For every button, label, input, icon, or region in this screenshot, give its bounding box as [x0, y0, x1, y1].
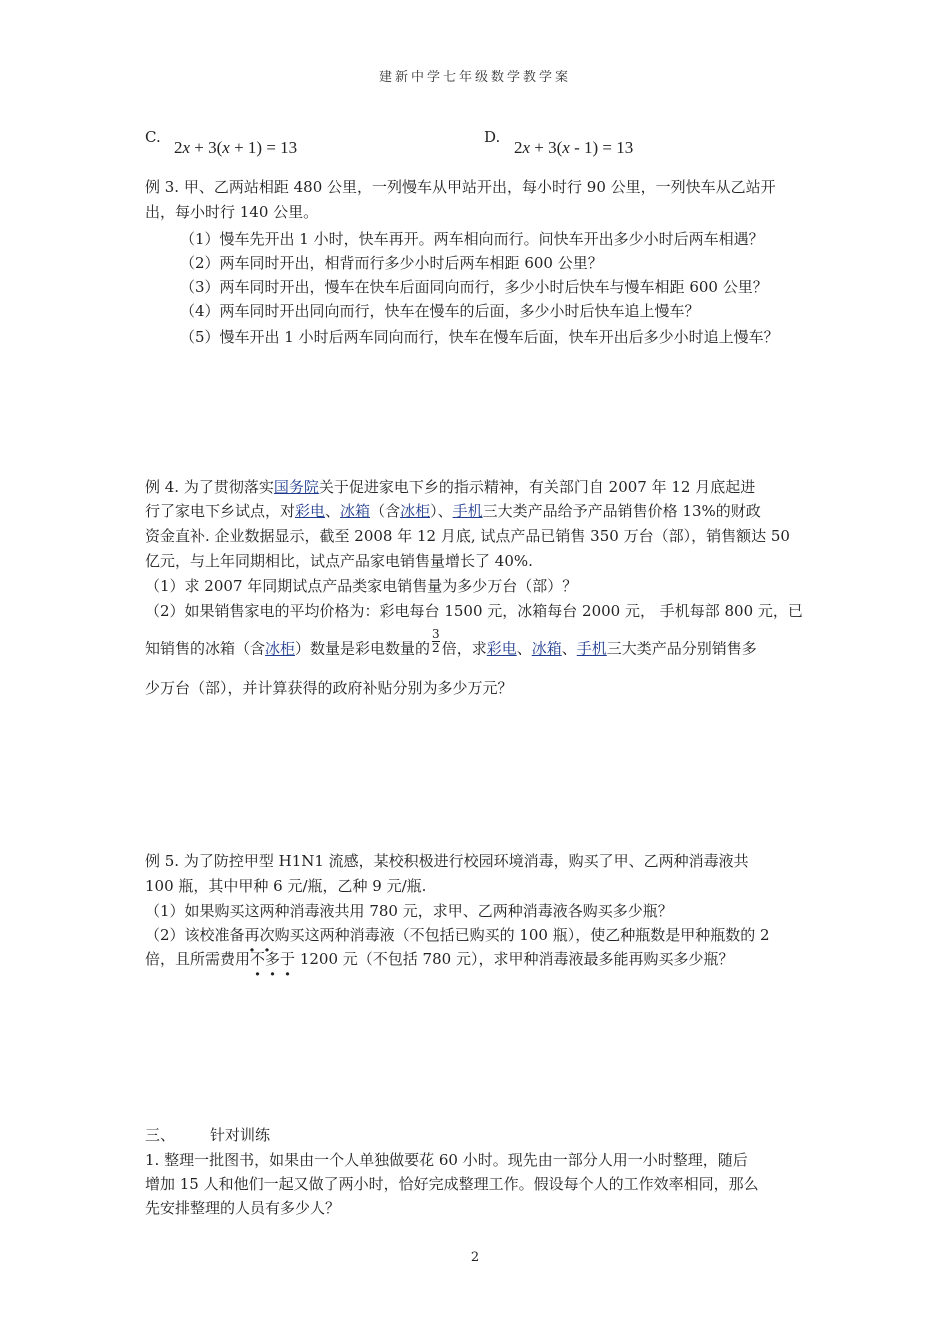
- text: 、: [516, 639, 532, 658]
- example-3-question-5: （5）慢车开出 1 小时后两车同向而行，快车在慢车后面，快车开出后多少小时追上慢车？: [180, 328, 779, 346]
- link-bingxiang-2[interactable]: 冰箱: [531, 639, 562, 658]
- text: 、: [325, 502, 341, 520]
- text: 行了家电下乡试点，对: [145, 502, 296, 520]
- fraction-three-halves: [432, 628, 440, 655]
- link-shouji-2[interactable]: 手机: [576, 639, 607, 658]
- example-5-question-2-line-2: [145, 948, 733, 969]
- link-binggui-2[interactable]: 冰柜: [265, 639, 296, 658]
- text: （2）该校准备: [145, 926, 245, 944]
- link-caidian-2[interactable]: 彩电: [486, 639, 517, 658]
- text: （含: [370, 502, 401, 520]
- example-4-question-2-line-3: 少万台（部），并计算获得的政府补贴分别为多少万元？: [145, 679, 513, 697]
- emphasis-char: 次: [259, 926, 275, 944]
- option-c-label: C.: [145, 128, 161, 146]
- emphasis-char: 于: [280, 950, 296, 968]
- text: 例 4. 为了贯彻落实: [145, 478, 274, 496]
- example-4-line-1: [145, 476, 755, 497]
- example-3-question-1: （1）慢车先开出 1 小时，快车再开。两车相向而行。问快车开出多少小时后两车相遇？: [180, 230, 764, 248]
- example-4-question-2-line-2: [145, 627, 757, 663]
- text: 购买这两种消毒液（不包括已购买的 100 瓶），使乙种瓶数是甲种瓶数的 2: [274, 926, 770, 944]
- text: 三大类产品分别销售多: [606, 639, 757, 658]
- example-3-question-3: （3）两车同时开出，慢车在快车后面同向而行，多少小时后快车与慢车相距 600 公里？: [180, 278, 768, 296]
- denominator: 2: [432, 641, 440, 655]
- section-3-number: 三、: [145, 1126, 176, 1144]
- option-c-equation: 2x + 3(x + 1) = 13: [174, 138, 298, 157]
- link-caidian[interactable]: 彩电: [295, 502, 326, 520]
- example-5-question-1: （1）如果购买这两种消毒液共用 780 元，求甲、乙两种消毒液各购买多少瓶？: [145, 902, 673, 920]
- emphasis-char: 再: [244, 926, 260, 944]
- section-3-problem-1-line-3: 先安排整理的人员有多少人？: [145, 1199, 341, 1217]
- text: ）、: [430, 502, 453, 520]
- example-3-question-2: （2）两车同时开出，相背而行多少小时后两车相距 600 公里？: [180, 254, 603, 272]
- example-5-line-1: 例 5. 为了防控甲型 H1N1 流感，某校积极进行校园环境消毒，购买了甲、乙两种消毒液共: [145, 852, 749, 870]
- emphasis-char: 多: [265, 950, 281, 968]
- example-5-question-2-line-1: [145, 924, 770, 945]
- example-4-question-2-line-1: （2）如果销售家电的平均价格为：彩电每台 1500 元，冰箱每台 2000 元， 手机每部 800 元，已: [145, 602, 803, 620]
- example-4-question-1: （1）求 2007 年同期试点产品类家电销售量为多少万台（部）？: [145, 577, 578, 595]
- text: 知销售的冰箱（含: [145, 639, 266, 658]
- link-shouji[interactable]: 手机: [452, 502, 483, 520]
- page-header: 建新中学七年级数学教学案: [378, 70, 571, 85]
- text: 关于促进家电下乡的指示精神，有关部门自 2007 年 12 月底起进: [318, 478, 756, 496]
- section-3-problem-1-line-2: 增加 15 人和他们一起又做了两小时，恰好完成整理工作。假设每个人的工作效率相同，那么: [145, 1175, 759, 1193]
- emphasis-dotted: [245, 926, 275, 944]
- text: 三大类产品给予产品销售价格 13%的财政: [482, 502, 761, 520]
- text: 、: [561, 639, 577, 658]
- emphasis-char: 不: [250, 950, 266, 968]
- option-d-label: D.: [484, 128, 501, 146]
- example-4-line-2: [145, 500, 761, 521]
- example-3-line-2: 出，每小时行 140 公里。: [145, 203, 319, 221]
- text: 倍，且所需费用: [145, 950, 251, 968]
- link-guowuyuan[interactable]: 国务院: [273, 478, 319, 496]
- option-d-equation: 2x + 3(x - 1) = 13: [514, 138, 634, 157]
- example-5-line-2: 100 瓶，其中甲种 6 元/瓶，乙种 9 元/瓶.: [145, 877, 427, 895]
- link-binggui[interactable]: 冰柜: [400, 502, 431, 520]
- text: 倍，求: [441, 639, 487, 658]
- text: ）数量是彩电数量的: [295, 639, 431, 658]
- example-4-line-4: 亿元，与上年同期相比，试点产品家电销售量增长了 40%.: [145, 552, 533, 570]
- link-bingxiang[interactable]: 冰箱: [340, 502, 371, 520]
- example-3-question-4: （4）两车同时开出同向而行，快车在慢车的后面，多少小时后快车追上慢车？: [180, 302, 700, 320]
- numerator: 3: [432, 627, 440, 641]
- example-3-line-1: 例 3. 甲、乙两站相距 480 公里，一列慢车从甲站开出，每小时行 90 公里，一列快车从乙站开: [145, 178, 776, 196]
- text: 1200 元（不包括 780 元），求甲种消毒液最多能再购买多少瓶？: [295, 950, 734, 968]
- example-4-line-3: 资金直补. 企业数据显示，截至 2008 年 12 月底, 试点产品已销售 350 万台（部），销售额达 50: [145, 527, 790, 545]
- section-3-title: 针对训练: [210, 1126, 271, 1144]
- section-3-problem-1-line-1: 1. 整理一批图书，如果由一个人单独做要花 60 小时。现先由一部分人用一小时整理，随后: [145, 1151, 748, 1169]
- page-number: 2: [470, 1250, 480, 1265]
- emphasis-dotted: [250, 950, 295, 968]
